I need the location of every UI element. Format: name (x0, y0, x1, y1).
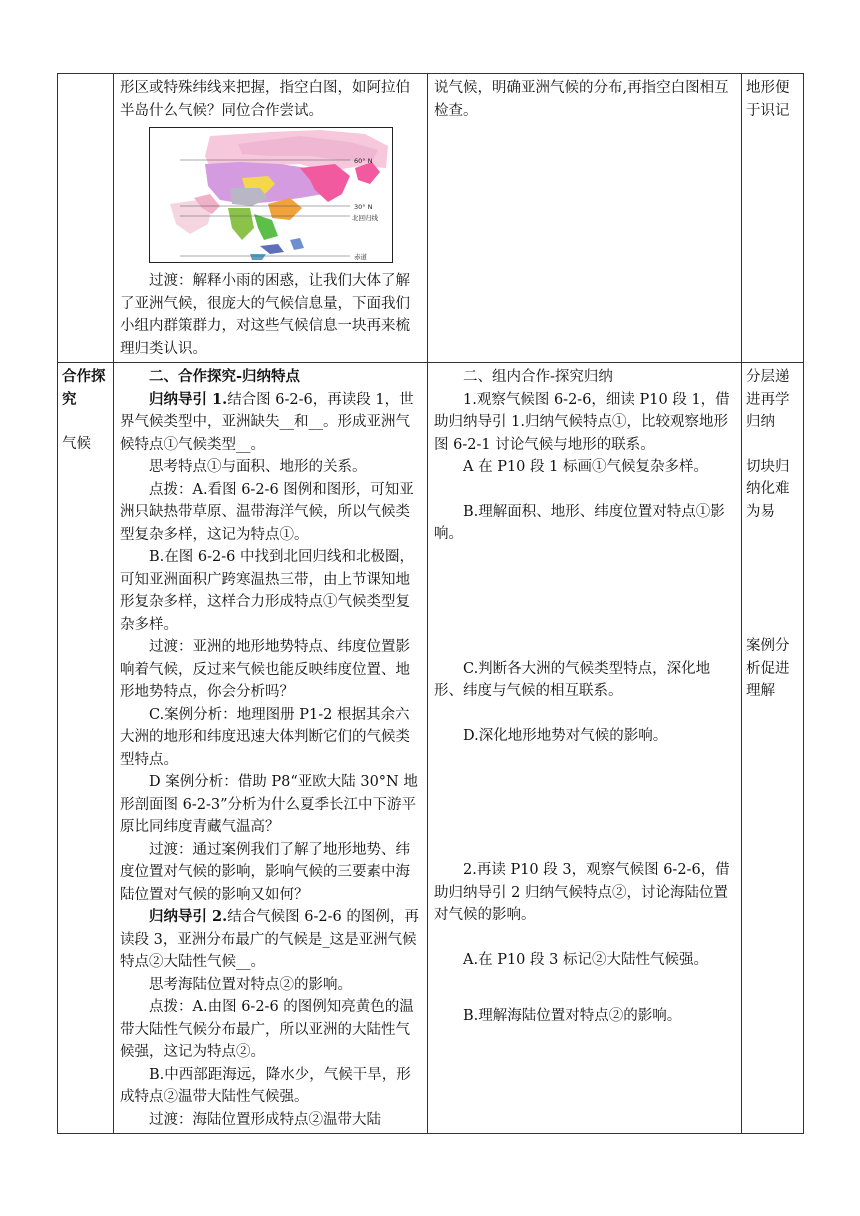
guide1-lead: 归纳导引 1. (149, 390, 228, 408)
teacher-heading: 二、合作探究-归纳特点 (149, 368, 301, 385)
section-title: 合作探究 (62, 368, 106, 408)
note-1: 分层递进再学归纳 (746, 369, 790, 430)
table-row (58, 363, 804, 1134)
case-d: D 案例分析：借助 P8“亚欧大陆 30°N 地形剖面图 6-2-3”分析为什么夏季长江中下游平原比同纬度青藏气温高？ (120, 774, 418, 835)
label-30n: 30° N (354, 203, 373, 211)
step-a: A 在 P10 段 1 标画①气候复杂多样。 (463, 459, 708, 475)
row1-col1 (58, 74, 114, 363)
row2-col4 (742, 363, 804, 1134)
case-c: C.案例分析：地理图册 P1-2 根据其余六大洲的地形和纬度迅速大体判断它们的气候类型特点。 (120, 706, 410, 768)
hint2-a: 点拨：A.由图 6-2-6 的图例知亮黄色的温带大陆性气候分布最广，所以亚洲的大陆性气候强，这记为特点②。 (120, 999, 414, 1060)
hint-b: B.在图 6-2-6 中找到北回归线和北极圈，可知亚洲面积广跨寒温热三带，由上节课知地形复杂多样，这样合力形成特点①气候类型复杂多样。 (120, 549, 414, 633)
label-tropic: 北回归线 (352, 214, 378, 222)
step-c: C.判断各大洲的气候类型特点，深化地形、纬度与气候的相互联系。 (434, 660, 711, 699)
label-60n: 60° N (354, 157, 373, 165)
table-row (58, 74, 804, 363)
row1-transition: 过渡：解释小雨的困惑，让我们大体了解了亚洲气候，很庞大的气候信息量，下面我们小组内群策群力，对这些气候信息一块再来梳理归类认识。 (120, 273, 410, 357)
note-2: 切块归纳化难为易 (746, 458, 790, 520)
guide2-lead: 归纳导引 2. (149, 908, 228, 925)
step-d: D.深化地形地势对气候的影响。 (463, 727, 668, 744)
row1-col2 (114, 74, 428, 363)
step-2b: B.理解海陆位置对特点②的影响。 (463, 1008, 682, 1024)
asia-climate-map (149, 127, 393, 263)
lesson-table (57, 73, 804, 1134)
row2-col1 (58, 363, 114, 1134)
transition-3: 过渡：海陆位置形成特点②温带大陆 (149, 1111, 381, 1128)
row2-col3 (428, 363, 742, 1134)
step-2a: A.在 P10 段 3 标记②大陆性气候强。 (463, 951, 708, 968)
guide2-text: 结合气候图 6-2-6 的图例，再读段 3，亚洲分布最广的气候是_这是亚洲气候特点②大陆性气候__。 (120, 909, 419, 970)
step-2: 2.再读 P10 段 3，观察气候图 6-2-6，借助归纳导引 2 归纳气候特点②，讨论海陆位置对气候的影响。 (434, 862, 730, 923)
transition-1: 过渡：亚洲的地形地势特点、纬度位置影响着气候，反过来气候也能反映纬度位置、地形地势特点，你会分析吗？ (120, 639, 410, 700)
hint-a: 点拨：A.看图 6-2-6 图例和图形，可知亚洲只缺热带草原、温带海洋气候，所以气候类型复杂多样，这记为特点①。 (120, 481, 414, 543)
transition-2: 过渡：通过案例我们了解了地形地势、纬度位置对气候的影响，影响气候的三要素中海陆位置对气候的影响又如何？ (120, 841, 410, 903)
section-subtitle: 气候 (62, 436, 91, 452)
step-b: B.理解面积、地形、纬度位置对特点①影响。 (434, 503, 725, 542)
guide1-text: 结合图 6-2-6，再读段 1，世界气候类型中，亚洲缺失__和__。形成亚洲气候特点①气候类型__。 (120, 391, 414, 453)
step-1: 1.观察气候图 6-2-6，细读 P10 段 1，借助归纳导引 1.归纳气候特点①，比较观察地形图 6-2-1 讨论气候与地形的联系。 (434, 391, 730, 453)
think1: 思考特点①与面积、地形的关系。 (149, 459, 367, 475)
row2-col2 (114, 363, 428, 1134)
row1-col4 (742, 74, 804, 363)
student-heading: 二、组内合作-探究归纳 (463, 369, 613, 385)
row1-col4-note: 地形便于识记 (746, 80, 790, 119)
row1-col3 (428, 74, 742, 363)
row1-col3-text: 说气候，明确亚洲气候的分布,再指空白图相互检查。 (434, 80, 729, 119)
note-3: 案例分析促进理解 (746, 638, 790, 699)
label-equator: 赤道 (354, 253, 367, 261)
think2: 思考海陆位置对特点②的影响。 (149, 976, 352, 993)
row1-text-top: 形区或特殊纬线来把握，指空白图，如阿拉伯半岛什么气候？同位合作尝试。 (120, 80, 410, 119)
hint2-b: B.中西部距海远，降水少，气候干旱，形成特点②温带大陆性气候强。 (120, 1066, 411, 1105)
